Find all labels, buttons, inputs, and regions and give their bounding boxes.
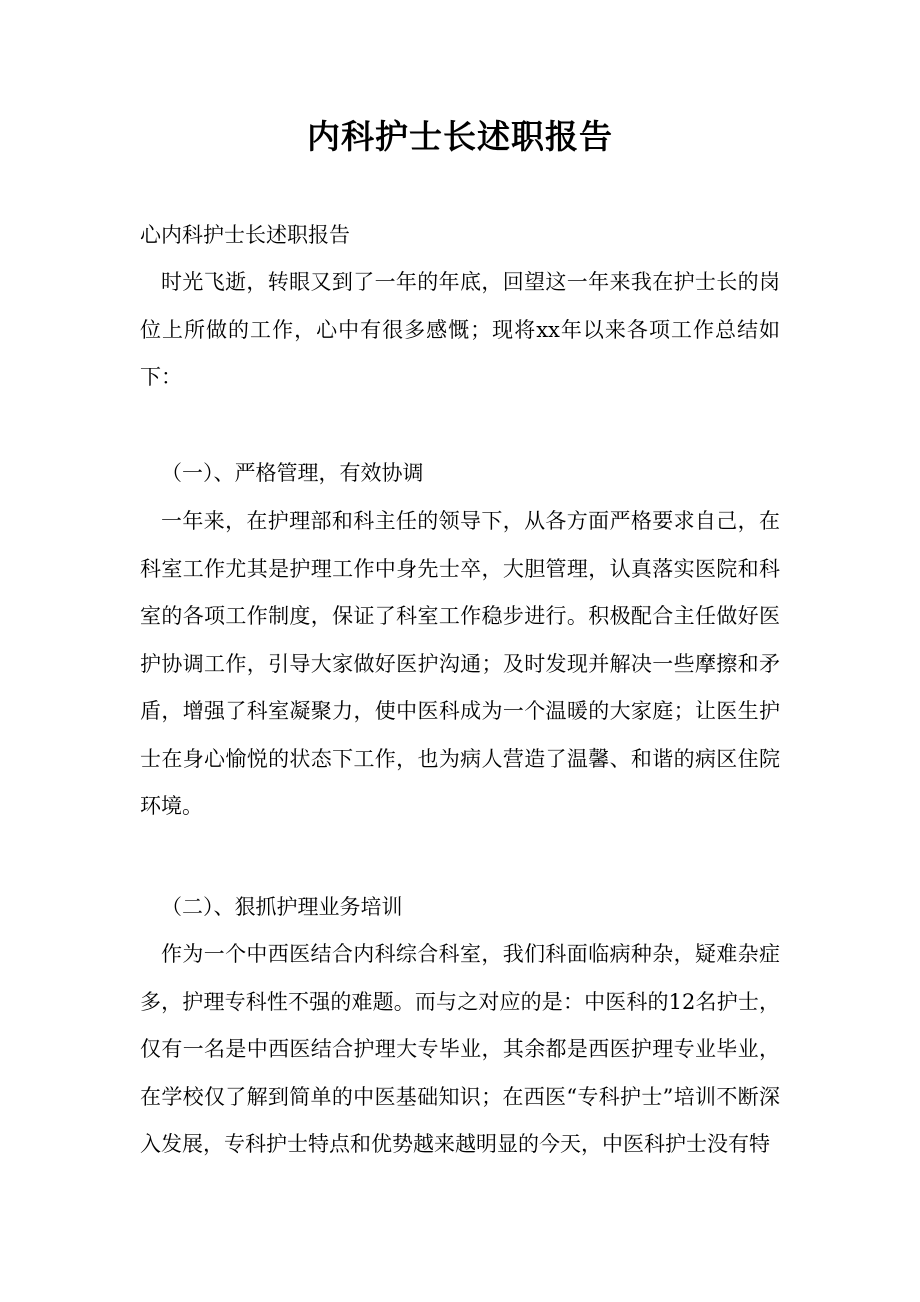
section-heading-2: （二）、狠抓护理业务培训 — [161, 895, 403, 919]
intro-paragraph: 时光飞逝，转眼又到了一年的年底，回望这一年来我在护士长的岗位上所做的工作，心中有很多感慨；现将xx年以来各项工作总结如下： — [140, 270, 780, 389]
section-heading-1: （一）、严格管理，有效协调 — [161, 461, 424, 485]
document-subtitle: 心内科护士长述职报告 — [140, 223, 350, 247]
document-title: 内科护士长述职报告 — [307, 117, 613, 156]
section-body-1: 一年来，在护理部和科主任的领导下，从各方面严格要求自己，在科室工作尤其是护理工作中身先士卒，大胆管理，认真落实医院和科室的各项工作制度，保证了科室工作稳步进行。积极配合主任做好医护协调工作，引导大家做好医护沟通；及时发现并解决一些摩擦和矛盾，增强了科室凝聚力，使中医科成为一个温暖的大家庭；让医生护士在身心愉悦的状态下工作，也为病人营造了温馨、和谐的病区住院环境。 — [140, 509, 780, 818]
section-body-2: 作为一个中西医结合内科综合科室，我们科面临病种杂，疑难杂症多，护理专科性不强的难题。而与之对应的是：中医科的12名护士，仅有一名是中西医结合护理大专毕业，其余都是西医护理专业毕业，在学校仅了解到简单的中医基础知识；在西医“专科护士”培训不断深入发展，专科护士特点和优势越来越明显的今天，中医科护士没有特 — [140, 942, 780, 1156]
